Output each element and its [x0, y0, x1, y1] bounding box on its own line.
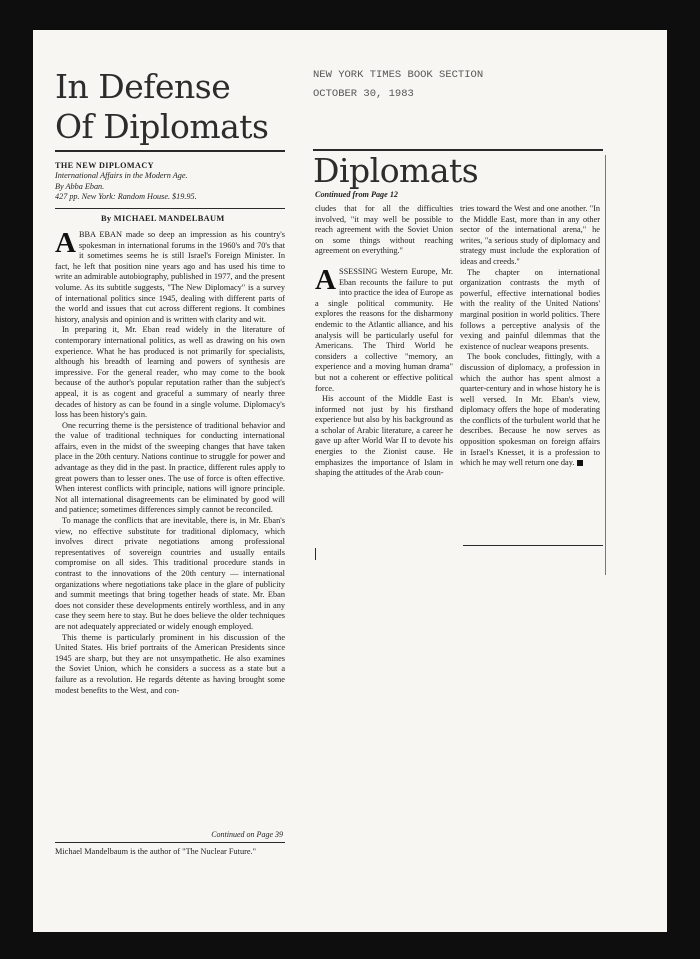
page1-paragraph-first — [55, 230, 285, 325]
page2-col1-paragraph: His account of the Middle East is informed not just by his firsthand experience but also by his background as a scholar of Arabic literature, a career he gave up after World War II to devote his energies to the Zionist cause. He emphasizes the importance of Islam in shaping the attitudes of the Arab coun- — [315, 394, 453, 478]
page1-first-paragraph-text: BBA EBAN made so deep an impression as his country's spokesman in international forums in the 1960's and 70's that it sometimes seems he is still Israel's Foreign Minister. In fact, he left that position nine years ago and has used his time to write an admirable autobiography, published in 1977, and the present volume. As its subtitle suggests, "The New Diplomacy" is a survey of international politics since 1945, dealing with different parts of the world and issues that cut across different regions. It combines history, analysis and opinion and is written with clarity and wit. — [55, 230, 285, 324]
page1-paragraph: This theme is particularly prominent in his discussion of the United States. His brief portraits of the American Presidents since 1945 are sharp, but they are not unsympathetic. He also examines the Soviet Union, which he considers a success as a state but a failure as a revolution. He regards détente as having brought some modest benefits to the West, and con- — [55, 632, 285, 695]
newspaper-clipping — [33, 30, 667, 932]
headline-rule — [55, 150, 285, 152]
book-author: By Abba Eban. — [55, 181, 105, 191]
headline-line-1: In Defense — [55, 67, 231, 106]
book-title: THE NEW DIPLOMACY — [55, 161, 154, 170]
page2-col2-paragraph-first: tries toward the West and one another. "In the Middle East, more than in any other sector of the international arena," he writes, "a serious study of diplomacy and strategy must include the exploration of ideas and creeds." — [460, 204, 600, 266]
page1-paragraph: In preparing it, Mr. Eban read widely in the literature of contemporary international politics, as well as drawing on his own experience. What he has produced is not primarily for specialists, although his breadth of learning and powers of synthesis are impressive. For the general reader, who may come to the book because of the author's popular reputation rather than the subject's appeal, it is as cogent and graceful a summary of nearly three decades of history as can be found in a single volume. Diplomacy's loss has been history's gain. — [55, 325, 285, 420]
continued-headline: Diplomats — [313, 151, 479, 190]
page2-col1-first-text: SSESSING Western Europe, Mr. Eban recounts the failure to put into practice the idea of Europe as a single political community. He explores the reasons for the disharmony endemic to the Atlantic alliance, and his analysis will be particularly useful for Americans. The Third World he considers a collective "memory, an experience and a moving human drama" but not a coherent or effective political force. — [315, 266, 453, 393]
page1-paragraph: To manage the conflicts that are inevitable, there is, in Mr. Eban's view, no effective substitute for traditional diplomacy, which involves direct private negotiations among professional representatives of sovereign countries and usually entails compromise on all sides. This traditional procedure stands in contrast to the innovations of the 20th century — international organizations where negotiations take place in the glare of publicity and summit meetings that bring together heads of state. Mr. Eban does not consider these developments entirely worthless, and in any case they seem here to stay. But he does believe the older techniques are not adequately appreciated or widely enough employed. — [55, 516, 285, 631]
book-subtitle: International Affairs in the Modern Age. — [55, 171, 188, 181]
source-stamp-publication: NEW YORK TIMES BOOK SECTION — [313, 69, 484, 81]
clip-edge-left — [315, 548, 316, 560]
book-publication: 427 pp. New York: Random House. $19.95. — [55, 191, 197, 201]
page2-column-1 — [315, 204, 453, 544]
page2-col2-paragraph-last — [460, 352, 600, 469]
bookinfo-rule — [55, 208, 285, 209]
footnote-rule — [55, 842, 285, 843]
page2-col2-last-text: The book concludes, fittingly, with a discussion of diplomacy, a profession in which the author has spent almost a quarter-century and in whose history he is well versed. In Mr. Eban's view, diplomacy offers the hope of moderating the conflicts of the turbulent world that he describes. Because he now serves as opposition spokesman on foreign affairs in Israel's Knesset, it is a profession to which he may well return one day. — [460, 352, 600, 468]
page2-dropcap: A — [315, 263, 336, 296]
clip-edge-right — [605, 155, 606, 575]
continued-from-note: Continued from Page 12 — [315, 190, 399, 199]
headline-line-2: Of Diplomats — [55, 107, 269, 146]
byline: By MICHAEL MANDELBAUM — [101, 214, 225, 223]
page1-dropcap: A — [55, 230, 76, 259]
page2-col1-paragraph-first — [315, 263, 453, 394]
page1-column — [55, 230, 285, 826]
page2-column-2 — [460, 204, 600, 544]
clip-edge-bottom — [463, 545, 603, 546]
page2-col1-lead: cludes that for all the difficulties involved, "it may well be possible to reach agreement with the Soviet Union on some things without reaching agreement on everything." — [315, 204, 453, 256]
author-footnote: Michael Mandelbaum is the author of "The Nuclear Future." — [55, 847, 256, 856]
end-mark-icon — [577, 460, 583, 466]
source-stamp-date: OCTOBER 30, 1983 — [313, 88, 414, 100]
book-info — [55, 161, 197, 202]
page1-continued-note: Continued on Page 39 — [211, 830, 283, 839]
page1-paragraph: One recurring theme is the persistence of traditional behavior and the value of traditional techniques for conducting international affairs, even in the midst of the sweeping changes that have taken place in the 20th century. Nations continue to struggle for power and advantage as they did in the past. In practice, different rules apply to great powers than to lesser ones. The use of force is often effective. When interest conflicts with principle, nations will ignore principle. Not all international disagreements can be eliminated by good will and patience; sometimes differences simply cannot be reconciled. — [55, 420, 285, 515]
page2-col2-paragraph: The chapter on international organization contrasts the myth of powerful, effective international bodies with the reality of the United Nations' marginal position in world politics. There follows a perceptive analysis of the vexing and painful dilemmas that the existence of nuclear weapons presents. — [460, 267, 600, 351]
